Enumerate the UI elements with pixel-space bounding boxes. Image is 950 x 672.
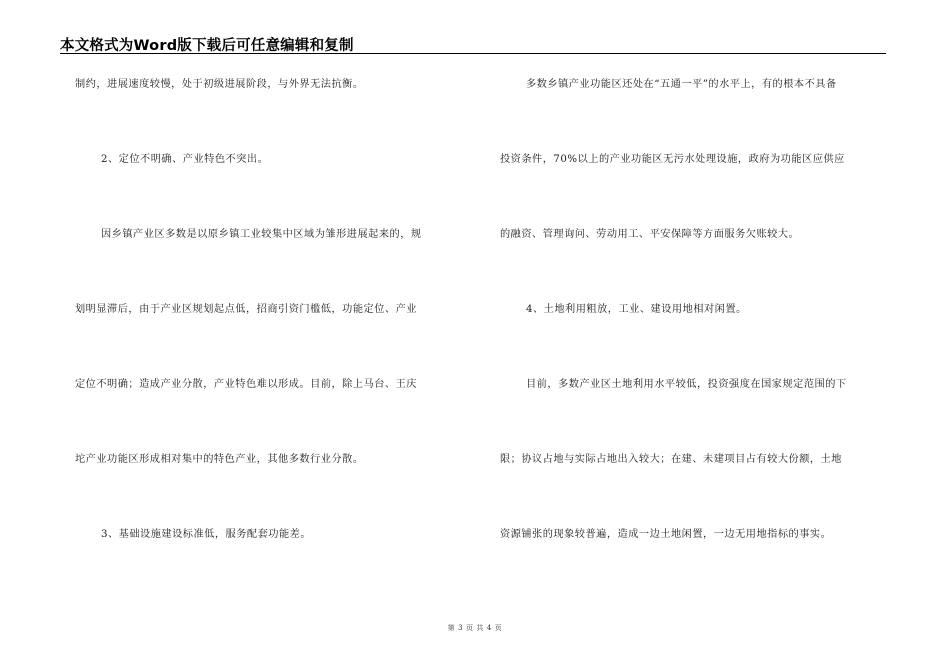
paragraph-line: 因乡镇产业区多数是以原乡镇工业较集中区域为雏形进展起来的，规 bbox=[101, 229, 422, 240]
paragraph-line: 目前，多数产业区土地利用水平较低，投资强度在国家规定范围的下 bbox=[526, 379, 847, 390]
page-number-footer: 第 3 页 共 4 页 bbox=[447, 624, 503, 632]
paragraph-line: 资源铺张的现象较普遍，造成一边土地闲置，一边无用地指标的事实。 bbox=[500, 529, 832, 540]
paragraph-line: 坨产业功能区形成相对集中的特色产业，其他多数行业分散。 bbox=[75, 454, 364, 465]
paragraph-line: 投资条件，70%以上的产业功能区无污水处理设施，政府为功能区应供应 bbox=[500, 154, 845, 165]
document-header-title: 本文格式为Word版下载后可任意编辑和复制 bbox=[60, 38, 354, 54]
paragraph-line: 多数乡镇产业功能区还处在“五通一平”的水平上，有的根本不具备 bbox=[526, 79, 837, 90]
paragraph-line: 定位不明确；造成产业分散，产业特色难以形成。目前，除上马台、王庆 bbox=[75, 379, 417, 390]
paragraph-line: 3、基础设施建设标准低，服务配套功能差。 bbox=[101, 529, 312, 540]
header-divider bbox=[60, 53, 886, 54]
paragraph-line: 限；协议占地与实际占地出入较大；在建、未建项目占有较大份额，土地 bbox=[500, 454, 842, 465]
paragraph-line: 制约，进展速度较慢，处于初级进展阶段，与外界无法抗衡。 bbox=[75, 79, 364, 90]
paragraph-line: 2、定位不明确、产业特色不突出。 bbox=[101, 154, 269, 165]
paragraph-line: 4、土地利用粗放，工业、建设用地相对闲置。 bbox=[526, 304, 747, 315]
paragraph-line: 划明显滞后，由于产业区规划起点低，招商引资门槛低，功能定位、产业 bbox=[75, 304, 417, 315]
paragraph-line: 的融资、管理询问、劳动用工、平安保障等方面服务欠账较大。 bbox=[500, 229, 800, 240]
